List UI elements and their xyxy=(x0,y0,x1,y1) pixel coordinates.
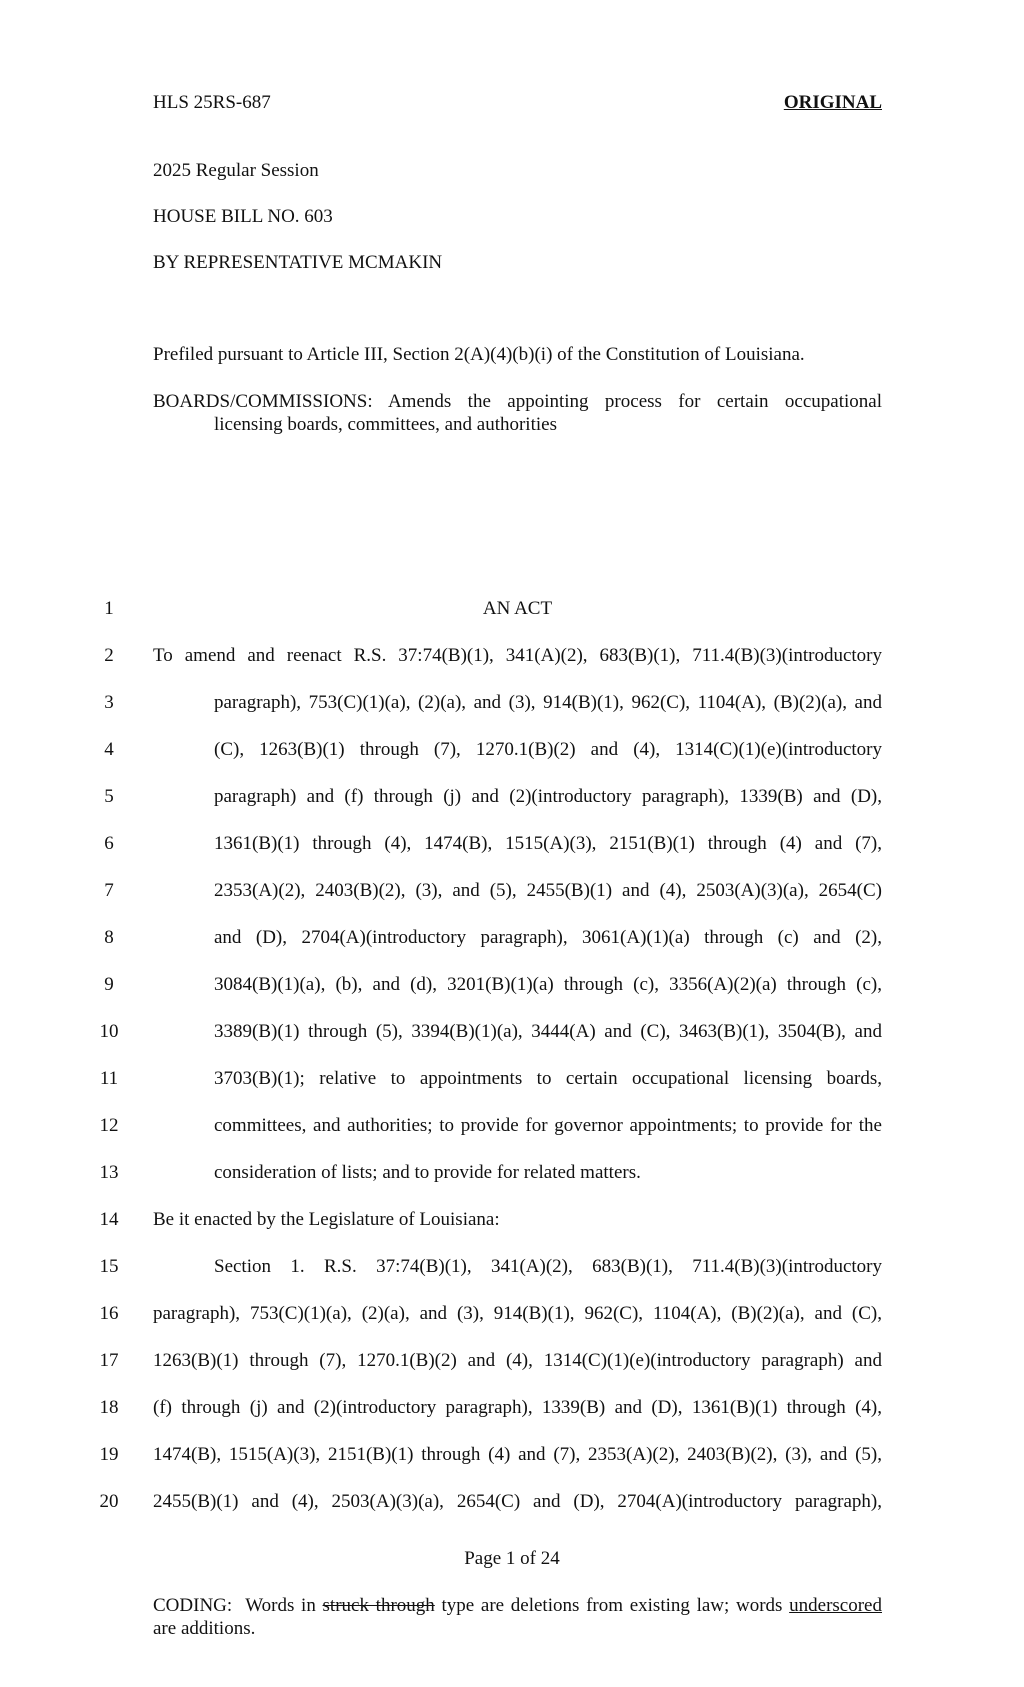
bill-line xyxy=(0,927,1024,957)
line-text: paragraph) and (f) through (j) and (2)(introductory paragraph), 1339(B) and (D), xyxy=(214,786,882,807)
line-text: committees, and authorities; to provide for governor appointments; to provide for the xyxy=(214,1115,882,1136)
line-number: 9 xyxy=(104,974,114,995)
line-text: 2353(A)(2), 2403(B)(2), (3), and (5), 2455(B)(1) and (4), 2503(A)(3)(a), 2654(C) xyxy=(214,880,882,901)
line-number: 13 xyxy=(99,1162,119,1183)
bill-line xyxy=(0,1444,1024,1474)
bill-line xyxy=(0,1303,1024,1333)
line-number: 16 xyxy=(99,1303,119,1324)
line-text: 1474(B), 1515(A)(3), 2151(B)(1) through (4) and (7), 2353(A)(2), 2403(B)(2), (3), and (5), xyxy=(153,1444,882,1465)
line-number: 1 xyxy=(104,598,114,619)
bill-code: HLS 25RS-687 xyxy=(153,92,271,113)
line-text: and (D), 2704(A)(introductory paragraph), 3061(A)(1)(a) through (c) and (2), xyxy=(214,927,882,948)
line-number: 7 xyxy=(104,880,114,901)
bill-line xyxy=(0,1397,1024,1427)
bill-line xyxy=(0,739,1024,769)
session-title: 2025 Regular Session xyxy=(153,160,319,181)
bill-line xyxy=(0,880,1024,910)
line-number: 19 xyxy=(99,1444,119,1465)
prefiled-note: Prefiled pursuant to Article III, Section 2(A)(4)(b)(i) of the Constitution of Louisiana. xyxy=(153,344,805,365)
line-number: 14 xyxy=(99,1209,119,1230)
line-number: 4 xyxy=(104,739,114,760)
bill-line xyxy=(0,1350,1024,1380)
line-number: 5 xyxy=(104,786,114,807)
bill-number: HOUSE BILL NO. 603 xyxy=(153,206,333,227)
coding-underscored: underscored xyxy=(789,1595,882,1616)
line-text: 3084(B)(1)(a), (b), and (d), 3201(B)(1)(a) through (c), 3356(A)(2)(a) through (c), xyxy=(214,974,882,995)
line-number: 2 xyxy=(104,645,114,666)
line-text: 2455(B)(1) and (4), 2503(A)(3)(a), 2654(C) and (D), 2704(A)(introductory paragraph), xyxy=(153,1491,882,1512)
act-title: AN ACT xyxy=(482,598,553,619)
line-text: 3703(B)(1); relative to appointments to certain occupational licensing boards, xyxy=(214,1068,882,1089)
bill-line xyxy=(0,1209,1024,1239)
bill-line xyxy=(0,1068,1024,1098)
line-text: paragraph), 753(C)(1)(a), (2)(a), and (3), 914(B)(1), 962(C), 1104(A), (B)(2)(a), and (C), xyxy=(153,1303,882,1324)
bill-line xyxy=(0,974,1024,1004)
coding-prefix: CODING: Words in xyxy=(153,1595,323,1616)
line-text: (f) through (j) and (2)(introductory paragraph), 1339(B) and (D), 1361(B)(1) through (4), xyxy=(153,1397,882,1418)
line-text: 1361(B)(1) through (4), 1474(B), 1515(A)(3), 2151(B)(1) through (4) and (7), xyxy=(214,833,882,854)
digest-line-2: licensing boards, committees, and authorities xyxy=(214,414,557,435)
bill-line xyxy=(0,1021,1024,1051)
bill-line xyxy=(0,598,1024,628)
line-text: 1263(B)(1) through (7), 1270.1(B)(2) and (4), 1314(C)(1)(e)(introductory paragraph) and xyxy=(153,1350,882,1371)
coding-middle: type are deletions from existing law; words xyxy=(434,1595,790,1616)
bill-author: BY REPRESENTATIVE MCMAKIN xyxy=(153,252,443,273)
line-number: 3 xyxy=(104,692,114,713)
line-number: 6 xyxy=(104,833,114,854)
line-text: (C), 1263(B)(1) through (7), 1270.1(B)(2) and (4), 1314(C)(1)(e)(introductory xyxy=(214,739,882,760)
coding-line-1 xyxy=(153,1594,882,1617)
line-text: paragraph), 753(C)(1)(a), (2)(a), and (3), 914(B)(1), 962(C), 1104(A), (B)(2)(a), and xyxy=(214,692,882,713)
enacting-clause: Be it enacted by the Legislature of Louisiana: xyxy=(153,1209,500,1230)
line-number: 17 xyxy=(99,1350,119,1371)
coding-struck: struck through xyxy=(322,1595,435,1616)
line-text: Section 1. R.S. 37:74(B)(1), 341(A)(2), 683(B)(1), 711.4(B)(3)(introductory xyxy=(214,1256,882,1277)
line-number: 18 xyxy=(99,1397,119,1418)
line-number: 10 xyxy=(99,1021,119,1042)
bill-line xyxy=(0,1162,1024,1192)
bill-line xyxy=(0,645,1024,675)
line-text: To amend and reenact R.S. 37:74(B)(1), 341(A)(2), 683(B)(1), 711.4(B)(3)(introductory xyxy=(153,645,882,666)
bill-line xyxy=(0,1115,1024,1145)
digest-line-1: BOARDS/COMMISSIONS: Amends the appointing process for certain occupational xyxy=(153,391,882,412)
bill-line xyxy=(0,1256,1024,1286)
line-number: 12 xyxy=(99,1115,119,1136)
line-number: 15 xyxy=(99,1256,119,1277)
bill-line xyxy=(0,1491,1024,1521)
line-number: 11 xyxy=(99,1068,119,1089)
bill-line xyxy=(0,692,1024,722)
coding-legend xyxy=(153,1594,882,1640)
line-number: 20 xyxy=(99,1491,119,1512)
bill-line xyxy=(0,833,1024,863)
line-number: 8 xyxy=(104,927,114,948)
bill-line xyxy=(0,786,1024,816)
bill-digest xyxy=(153,390,882,436)
page-number: Page 1 of 24 xyxy=(464,1548,560,1569)
coding-line-2: are additions. xyxy=(153,1618,256,1639)
line-text: 3389(B)(1) through (5), 3394(B)(1)(a), 3444(A) and (C), 3463(B)(1), 3504(B), and xyxy=(214,1021,882,1042)
bill-status: ORIGINAL xyxy=(783,92,882,113)
line-text: consideration of lists; and to provide for related matters. xyxy=(214,1162,641,1183)
